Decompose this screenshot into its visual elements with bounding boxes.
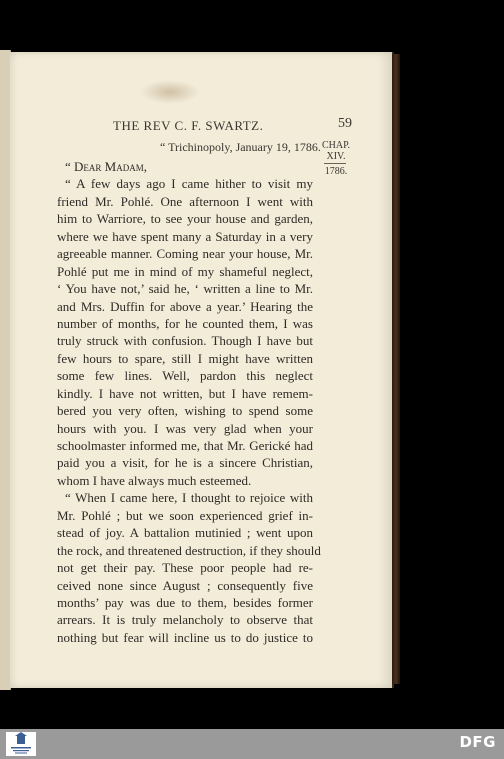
text-line: months’ pay was due to them, besides former [57, 594, 313, 610]
text-line: nothing but fear will incline us to do justice to [57, 629, 313, 645]
text-line: “ When I came here, I thought to rejoice with [65, 490, 313, 506]
text-line: paid you a visit, for he is a sincere Christian, [57, 455, 313, 471]
letter-dateline: “ Trichinopoly, January 19, 1786. [160, 140, 321, 154]
text-line: not get their pay. These poor people had re- [57, 560, 313, 576]
book-cover-edge [392, 54, 400, 684]
page-number: 59 [338, 116, 352, 131]
text-line: Mr. Pohlé ; but we soon experienced grief in- [57, 507, 313, 523]
margin-rule [324, 163, 346, 164]
text-line: whom I have always much esteemed. [57, 472, 252, 488]
text-line: ‘ You have not,’ said he, ‘ written a line to Mr. [57, 281, 313, 297]
text-line: Pohlé put me in mind of my shameful neglect, [57, 263, 313, 279]
margin-chapter-label: CHAP. [321, 140, 351, 151]
text-line: “ A few days ago I came hither to visit my [65, 176, 313, 192]
text-line: number of months, for he counted them, I was [57, 315, 313, 331]
text-line: where we have spent many a Saturday in a very [57, 228, 313, 244]
text-line: ceived none since August ; consequently five [57, 577, 313, 593]
text-line: hours with you. I was very glad when your [57, 420, 313, 436]
text-line: bered you very often, wishing to spend some [57, 403, 313, 419]
letter-body [57, 158, 321, 646]
text-line: agreeable manner. Coming near your house, Mr. [57, 246, 313, 262]
text-line: kindly. I have not written, but I have remem- [57, 385, 313, 401]
text-line: the rock, and threatened destruction, if they should [57, 542, 321, 558]
text-line: friend Mr. Pohlé. One afternoon I went with [57, 193, 313, 209]
text-line: schoolmaster informed me, that Mr. Gerické had [57, 438, 313, 453]
running-header: THE REV C. F. SWARTZ. [113, 118, 264, 133]
margin-chapter-number: XIV. [326, 151, 346, 162]
text-line: and Mrs. Duffin for above a year.’ Hearing the [57, 298, 313, 314]
text-line: stead of joy. A battalion mutinied ; went upon [57, 525, 313, 541]
page-stain [140, 80, 200, 104]
text-line: some few lines. Well, pardon this neglect [57, 368, 313, 384]
dfg-brand: DFG [459, 733, 496, 751]
salutation-line: “ Dear Madam, [65, 159, 147, 174]
text-line: truly struck with confusion. Though I have but [57, 333, 313, 349]
text-line: few hours to spare, still I might have written [57, 350, 313, 366]
text-line: arrears. It is truly melancholy to observe that [57, 612, 313, 628]
margin-year: 1786. [324, 166, 348, 177]
text-line: him to Warriore, to see your house and garden, [57, 211, 313, 227]
library-logo-icon [6, 732, 36, 756]
viewer-footer [0, 729, 504, 759]
